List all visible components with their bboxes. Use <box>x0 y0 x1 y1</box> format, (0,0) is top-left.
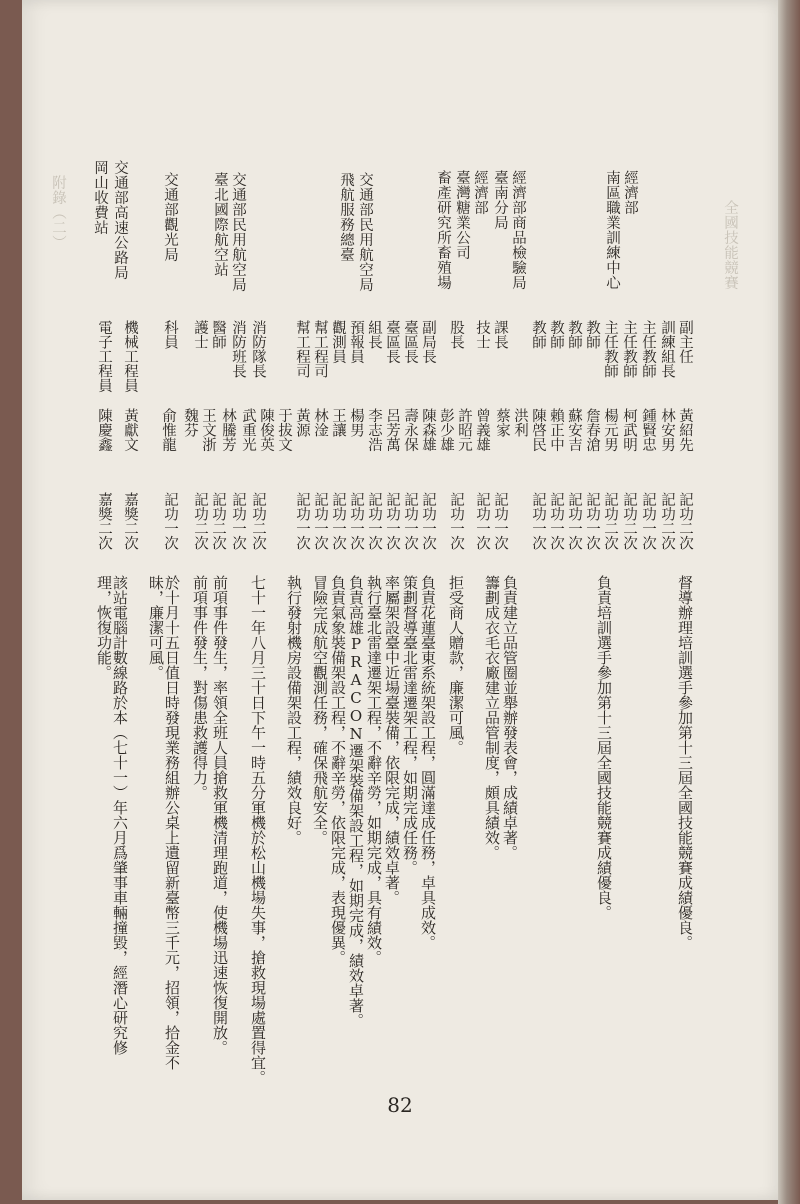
reward: 記功一次 <box>566 492 582 550</box>
title: 教師 <box>584 320 600 349</box>
page-number: 82 <box>387 1093 413 1117</box>
reward: 記功一次 <box>402 492 418 550</box>
title: 主任教師 <box>602 320 618 378</box>
name: 魏芬 <box>182 408 198 437</box>
description: 督導辦理培訓選手參加第十三屆全國技能競賽成績優良。 <box>676 575 694 950</box>
description: 執行發射機房設備架設工程，績效良好。 <box>285 575 303 845</box>
title: 護士 <box>192 320 208 349</box>
description: 策劃督導臺北雷達遷架工程，如期完成任務。 <box>401 575 419 875</box>
reward: 記功二次 <box>677 492 693 550</box>
name: 柯武明 <box>621 408 637 452</box>
name: 楊男 <box>348 408 364 437</box>
title: 預報員 <box>348 320 364 364</box>
description: 冒險完成航空觀測任務，確保飛航安全。 <box>311 575 329 845</box>
reward: 記功一次 <box>530 492 546 550</box>
name: 林安男 <box>659 408 675 452</box>
reward: 記功二次 <box>192 492 208 550</box>
reward: 記功二次 <box>602 492 618 550</box>
name: 黃獻文 <box>122 408 138 452</box>
description: 前項事件發生，率領全班人員搶救軍機清理跑道，使機場迅速恢復開放。 <box>211 575 229 1055</box>
title: 副局長 <box>420 320 436 364</box>
reward: 記功二次 <box>250 492 266 550</box>
document-page <box>22 0 782 1200</box>
name: 許昭元 <box>456 408 472 452</box>
reward: 記功一次 <box>640 492 656 550</box>
reward: 記功一次 <box>448 492 464 550</box>
title: 課長 <box>492 320 508 349</box>
title: 幫工程司 <box>312 320 328 378</box>
description: 負責培訓選手參加第十三屆全國技能競賽成績優良。 <box>595 575 613 920</box>
description: 率屬架設臺中近場臺裝備，依限完成，績效卓著。 <box>383 575 401 905</box>
title: 教師 <box>548 320 564 349</box>
reward: 記功一次 <box>366 492 382 550</box>
title: 副主任 <box>677 320 693 364</box>
title: 消防隊長 <box>250 320 266 378</box>
description: 七十一年八月三十日下午一時五分軍機於松山機場失事，搶救現場處置得宜。 <box>249 575 267 1085</box>
title: 幫工程司 <box>294 320 310 378</box>
book-spine <box>778 0 800 1204</box>
name: 楊元男 <box>602 408 618 452</box>
reward: 記功一次 <box>492 492 508 550</box>
title: 消防班長 <box>230 320 246 378</box>
bleed-through-left: 附錄（二） <box>50 175 66 250</box>
org-7b: 岡山收費站 <box>92 160 108 235</box>
description: 拒受商人贈款，廉潔可風。 <box>447 575 465 755</box>
title: 觀測員 <box>330 320 346 364</box>
name: 蘇安吉 <box>566 408 582 452</box>
title: 教師 <box>566 320 582 349</box>
name: 彭少雄 <box>438 408 454 452</box>
reward: 記功一次 <box>474 492 490 550</box>
title: 臺區長 <box>402 320 418 364</box>
org-2b: 臺南分局 <box>492 170 508 230</box>
org-6: 交通部觀光局 <box>162 172 178 262</box>
org-3b: 臺灣糖業公司 <box>454 170 470 260</box>
reward: 記功一次 <box>312 492 328 550</box>
name: 陳俊英 <box>258 408 274 452</box>
description: 籌劃成衣毛衣廠建立品管制度，頗具績效。 <box>483 575 501 860</box>
description: 負責建立品管圈並舉辦發表會，成績卓著。 <box>501 575 519 860</box>
name: 林淦 <box>312 408 328 437</box>
title: 訓練組長 <box>659 320 675 378</box>
name: 蔡家 <box>494 408 510 437</box>
name: 于拔文 <box>276 408 292 452</box>
org-2a: 經濟部商品檢驗局 <box>510 170 526 290</box>
org-4a: 交通部民用航空局 <box>357 172 373 292</box>
reward: 記功一次 <box>584 492 600 550</box>
reward: 記功一次 <box>294 492 310 550</box>
title: 教師 <box>530 320 546 349</box>
org-5b: 臺北國際航空站 <box>212 172 228 277</box>
name: 俞惟龍 <box>160 408 176 452</box>
description: 負責氣象裝備架設工程，不辭辛勞，依限完成，表現優異。 <box>329 575 347 965</box>
bleed-through-right: 全國技能競賽 <box>722 200 738 290</box>
name: 賴正中 <box>548 408 564 452</box>
reward: 嘉獎二次 <box>96 492 112 550</box>
name: 曾義雄 <box>474 408 490 452</box>
title: 機械工程員 <box>122 320 138 393</box>
title: 醫師 <box>210 320 226 349</box>
title: 電子工程員 <box>96 320 112 393</box>
org-1a: 經濟部 <box>622 170 638 215</box>
org-3a: 經濟部 <box>472 170 488 215</box>
name: 林騰芳 <box>220 408 236 452</box>
org-1b: 南區職業訓練中心 <box>604 170 620 290</box>
description: 於十月十五日值日時發現業務組辦公桌上遺留新臺幣三千元，招領，拾金不昧，廉潔可風。 <box>147 575 181 1070</box>
description: 前項事件發生，對傷患救護得力。 <box>191 575 209 800</box>
reward: 記功一次 <box>548 492 564 550</box>
reward: 記功一次 <box>384 492 400 550</box>
reward: 記功二次 <box>621 492 637 550</box>
name: 呂芳萬 <box>384 408 400 452</box>
title: 主任教師 <box>621 320 637 378</box>
name: 洪利 <box>512 408 528 437</box>
name: 陳慶鑫 <box>96 408 112 452</box>
name: 詹春滄 <box>584 408 600 452</box>
org-3c: 畜產研究所畜殖場 <box>435 170 451 290</box>
name: 王讓 <box>330 408 346 437</box>
reward: 記功一次 <box>330 492 346 550</box>
description: 負責高雄PRACON遷架裝備架設工程，如期完成，績效卓著。 <box>347 575 365 1028</box>
name: 王文浙 <box>200 408 216 452</box>
org-5a: 交通部民用航空局 <box>230 172 246 292</box>
reward: 記功一次 <box>420 492 436 550</box>
description: 負責花蓮臺東系統架設工程，圓滿達成任務，卓具成效。 <box>419 575 437 950</box>
reward: 嘉獎二次 <box>122 492 138 550</box>
org-7a: 交通部高速公路局 <box>112 160 128 280</box>
description: 執行臺北雷達遷架工程，不辭辛勞，如期完成，具有績效。 <box>365 575 383 965</box>
name: 鍾賢忠 <box>640 408 656 452</box>
title: 科員 <box>162 320 178 349</box>
title: 組長 <box>366 320 382 349</box>
reward: 記功二次 <box>659 492 675 550</box>
description: 該站電腦計數線路於本（七十一）年六月爲肇事車輛撞毀，經潛心研究修理，恢復功能。 <box>95 575 129 1055</box>
reward: 記功一次 <box>162 492 178 550</box>
reward: 記功一次 <box>348 492 364 550</box>
title: 臺區長 <box>384 320 400 364</box>
reward: 記功二次 <box>210 492 226 550</box>
name: 陳森雄 <box>420 408 436 452</box>
name: 李志浩 <box>366 408 382 452</box>
name: 武重光 <box>240 408 256 452</box>
org-4b: 飛航服務總臺 <box>338 172 354 262</box>
title: 技士 <box>474 320 490 349</box>
name: 陳啓民 <box>530 408 546 452</box>
title: 股長 <box>448 320 464 349</box>
name: 黃源 <box>294 408 310 437</box>
name: 壽永保 <box>402 408 418 452</box>
name: 黃紹先 <box>677 408 693 452</box>
reward: 記功一次 <box>230 492 246 550</box>
title: 主任教師 <box>640 320 656 378</box>
